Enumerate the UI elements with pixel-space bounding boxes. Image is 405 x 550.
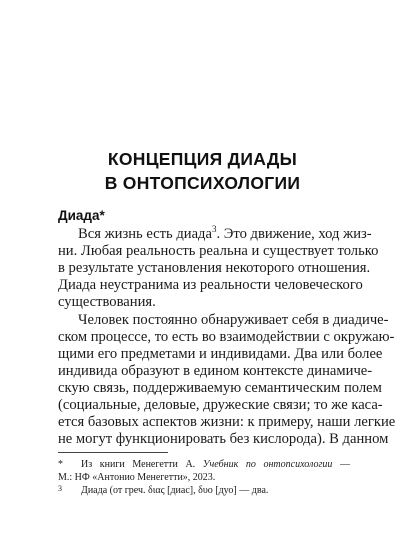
footnote-divider [58,452,168,453]
footnote-star-line-2 [58,471,350,484]
paragraph-2-line-1: Человек постоянно обнаруживает себя в диадиче- [78,312,389,328]
section-heading: Диада* [58,208,105,223]
paragraph-1-line-1-start: Вся жизнь есть диада [78,226,212,242]
footnote-ref-3: 3 [211,224,217,235]
paragraph-2-line-5: скую связь, поддерживаемую семантическим полем [58,380,382,396]
footnote-3-text: Диада (от греч. διας [диас], δυο [дуо] — два. [81,485,269,496]
paragraph-2-line-3: щими его предметами и индивидами. Два или более [58,346,383,362]
footnote-star-dash: — [332,459,351,470]
footnote-star-marker: * [58,459,63,470]
paragraph-1-line-3: в результате установления некоторого отношения. [58,260,371,276]
chapter-title-line-2: В ОНТОПСИХОЛОГИИ [104,173,301,193]
footnote-star-publisher: М.: НФ «Антонио Менегетти», 2023. [58,472,216,483]
paragraph-2-line-7: ется базовых аспектов жизни: к примеру, наши легкие [58,414,396,430]
footnote-star-book-title: Учебник по онтопсихологии [202,459,333,470]
paragraph-2-line-4: индивида образуют в едином контексте динамиче- [58,363,373,379]
paragraph-1-line-2: ни. Любая реальность реальна и существует только [58,243,379,259]
footnote-3-line-1 [58,484,350,497]
paragraph-2-line-6: (социальные, деловые, дружеские связи; то же каса- [58,397,383,413]
paragraph-1-line-1-end: . Это движение, ход жиз- [216,226,372,242]
paragraph-2-line-8: не могут функционировать без кислорода). В данном [58,431,389,447]
paragraph-2-line-2: ском процессе, то есть во взаимодействии с окружаю- [58,329,395,345]
paragraph-1-line-5: существования. [58,294,156,310]
chapter-title-line-1: КОНЦЕПЦИЯ ДИАДЫ [107,149,298,169]
paragraph-1-line-1 [78,224,372,243]
footnote-3-marker: 3 [58,484,62,493]
footnote-star-line-1 [58,458,350,471]
paragraph-1-line-4: Диада неустранима из реальности человеческого [58,277,363,293]
footnote-star-source: Из книги Менегетти А. [81,459,203,470]
